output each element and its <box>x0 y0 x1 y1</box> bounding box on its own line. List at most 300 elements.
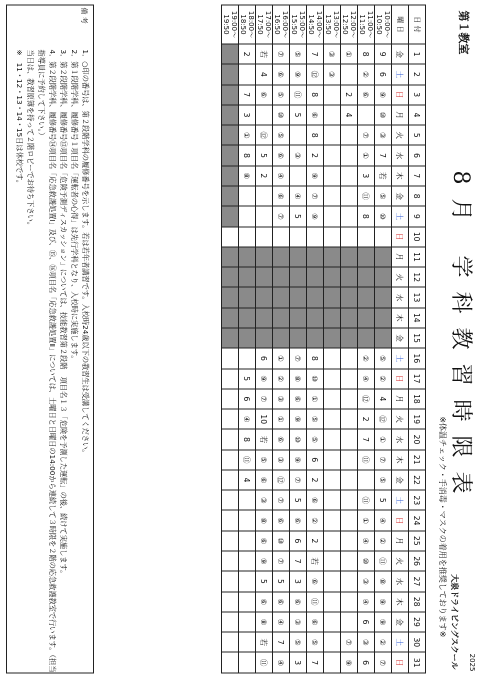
day-5: 5 <box>409 125 426 145</box>
schedule-cell: ⑥ <box>256 84 273 104</box>
schedule-cell: ⑩ <box>375 206 392 226</box>
date-row <box>409 5 426 673</box>
schedule-cell: ⑤ <box>307 632 324 652</box>
schedule-cell: ④ <box>239 409 256 429</box>
note-item: ※ 11・12・13・14・15日は休校です。 <box>15 49 24 187</box>
schedule-cell: 5 <box>290 104 307 124</box>
schedule-cell: ① <box>375 429 392 449</box>
note-item: 3．第２段階学科、履修番号⑬項目名「危険予測ディスカッション」については、技能教習第２段階 項目名１３「危険を予測した運転」の後、続けて実施します。 <box>59 49 68 577</box>
schedule-cell: 4 <box>341 104 358 124</box>
schedule-cell <box>256 185 273 205</box>
schedule-cell: ③ <box>358 571 375 591</box>
schedule-cell: ⑫ <box>358 388 375 408</box>
weekday-26: 火 <box>392 551 409 571</box>
schedule-cell <box>341 64 358 84</box>
schedule-cell: 8 <box>239 145 256 165</box>
schedule-cell <box>222 469 239 489</box>
schedule-cell <box>256 206 273 226</box>
schedule-cell: 3 <box>290 571 307 591</box>
period-row <box>290 5 307 673</box>
schedule-cell: 6 <box>358 611 375 631</box>
weekday-30: 土 <box>392 632 409 652</box>
schedule-cell: ④ <box>358 368 375 388</box>
day-29: 29 <box>409 611 426 631</box>
schedule-cell: 8 <box>307 348 324 368</box>
weekday-19: 火 <box>392 409 409 429</box>
schedule-cell <box>358 104 375 124</box>
schedule-cell: ⑦ <box>307 185 324 205</box>
schedule-cell <box>324 490 341 510</box>
page-title: 8月 学科教習時限表 <box>448 170 473 507</box>
schedule-cell <box>341 469 358 489</box>
schedule-cell: 2 <box>358 409 375 429</box>
weekday-12: 火 <box>392 267 409 287</box>
schedule-cell <box>222 145 239 165</box>
schedule-cell <box>222 246 239 266</box>
schedule-cell <box>375 267 392 287</box>
schedule-cell: ⑨ <box>375 591 392 611</box>
schedule-cell <box>239 490 256 510</box>
schedule-cell: ⑦ <box>256 388 273 408</box>
schedule-cell <box>341 267 358 287</box>
schedule-cell <box>341 611 358 631</box>
schedule-cell: 2 <box>307 469 324 489</box>
weekday-20: 水 <box>392 429 409 449</box>
schedule-cell: 2 <box>307 145 324 165</box>
schedule-cell: ⑤ <box>290 632 307 652</box>
note-item: 2．第１段階学科、履修番号１項目名「運転者の心得」は先行学科となり、入校時に実施します。 <box>70 49 79 363</box>
weekday-23: 土 <box>392 490 409 510</box>
schedule-cell <box>290 287 307 307</box>
schedule-cell: ⑫ <box>375 409 392 429</box>
schedule-cell: ⑦ <box>273 551 290 571</box>
schedule-cell: ④ <box>273 611 290 631</box>
schedule-cell: 2 <box>256 165 273 185</box>
day-11: 11 <box>409 246 426 266</box>
schedule-cell <box>324 307 341 327</box>
weekday-8: 金 <box>392 185 409 205</box>
schedule-cell: ① <box>273 409 290 429</box>
schedule-cell <box>222 388 239 408</box>
schedule-cell <box>324 267 341 287</box>
day-6: 6 <box>409 145 426 165</box>
schedule-cell <box>239 348 256 368</box>
schedule-cell <box>222 368 239 388</box>
schedule-cell: ⑥ <box>273 591 290 611</box>
schedule-cell <box>239 246 256 266</box>
schedule-cell: ① <box>273 348 290 368</box>
schedule-cell <box>341 185 358 205</box>
schedule-cell: ⑨ <box>375 611 392 631</box>
schedule-cell: ⑥ <box>256 530 273 550</box>
period-row <box>341 5 358 673</box>
schedule-cell <box>222 84 239 104</box>
schedule-cell <box>222 327 239 347</box>
schedule-cell <box>307 307 324 327</box>
schedule-cell: 2 <box>341 84 358 104</box>
schedule-cell <box>341 246 358 266</box>
weekday-3: 日 <box>392 84 409 104</box>
schedule-cell: 6 <box>307 449 324 469</box>
schedule-cell <box>324 652 341 673</box>
weekday-5: 火 <box>392 125 409 145</box>
schedule-cell: ④ <box>358 591 375 611</box>
schedule-cell: ⑥ <box>290 591 307 611</box>
schedule-cell <box>324 388 341 408</box>
schedule-cell: ⑩ <box>307 368 324 388</box>
schedule-cell: ③ <box>256 490 273 510</box>
weekday-row <box>392 5 409 673</box>
schedule-cell: ⑥ <box>273 64 290 84</box>
schedule-cell: ⑦ <box>273 44 290 64</box>
schedule-cell <box>273 307 290 327</box>
schedule-cell <box>222 165 239 185</box>
schedule-cell: 7 <box>307 44 324 64</box>
schedule-cell: ③ <box>324 44 341 64</box>
day-22: 22 <box>409 469 426 489</box>
schedule-cell: ⑨ <box>256 368 273 388</box>
schedule-cell: 8 <box>239 429 256 449</box>
schedule-cell: ⑪ <box>375 551 392 571</box>
schedule-cell: ① <box>239 125 256 145</box>
schedule-cell: 6 <box>256 348 273 368</box>
schedule-cell <box>239 551 256 571</box>
schedule-cell <box>239 571 256 591</box>
page-header <box>428 0 480 677</box>
schedule-cell <box>358 287 375 307</box>
schedule-cell <box>256 104 273 124</box>
schedule-cell <box>239 510 256 530</box>
schedule-cell <box>341 409 358 429</box>
schedule-cell: ⑦ <box>290 348 307 368</box>
schedule-cell: ⑤ <box>256 449 273 469</box>
schedule-cell <box>222 429 239 449</box>
schedule-cell: 7 <box>307 652 324 673</box>
schedule-cell: 8 <box>358 44 375 64</box>
schedule-cell: ⑧ <box>256 510 273 530</box>
schedule-cell <box>222 591 239 611</box>
schedule-cell: ⑩ <box>273 104 290 124</box>
period-label: 15:00〜15:50 <box>290 5 307 44</box>
notes-box <box>6 4 94 673</box>
schedule-cell <box>222 449 239 469</box>
schedule-cell <box>324 429 341 449</box>
schedule-cell: 若 <box>375 165 392 185</box>
day-16: 16 <box>409 348 426 368</box>
schedule-cell: 2 <box>307 530 324 550</box>
schedule-cell: ③ <box>358 632 375 652</box>
schedule-cell <box>341 287 358 307</box>
schedule-cell <box>222 44 239 64</box>
schedule-cell: ⑨ <box>256 551 273 571</box>
schedule-cell: 若 <box>307 551 324 571</box>
schedule-cell <box>222 287 239 307</box>
schedule-cell: ⑧ <box>375 571 392 591</box>
school-name: 大泉ドライビングスクール <box>450 573 459 669</box>
schedule-cell <box>239 206 256 226</box>
schedule-cell: ⑤ <box>375 185 392 205</box>
schedule-cell: ⑨ <box>375 84 392 104</box>
schedule-cell <box>324 206 341 226</box>
schedule-cell: ⑨ <box>290 449 307 469</box>
schedule-cell <box>222 206 239 226</box>
schedule-cell <box>324 571 341 591</box>
schedule-cell <box>222 551 239 571</box>
notes-label: 備 考 <box>80 7 88 24</box>
schedule-cell: ⑥ <box>307 611 324 631</box>
day-28: 28 <box>409 591 426 611</box>
schedule-cell <box>239 267 256 287</box>
period-label: 12:00〜12:50 <box>341 5 358 44</box>
schedule-cell <box>239 287 256 307</box>
schedule-cell <box>222 125 239 145</box>
schedule-cell: ⑤ <box>375 469 392 489</box>
schedule-cell <box>324 591 341 611</box>
schedule-cell: ⑥ <box>307 490 324 510</box>
schedule-cell <box>222 611 239 631</box>
schedule-cell: ⑦ <box>375 449 392 469</box>
schedule-cell: 6 <box>375 64 392 84</box>
period-row <box>307 5 324 673</box>
schedule-cell <box>324 409 341 429</box>
period-label: 19:00〜19:50 <box>222 5 239 44</box>
day-2: 2 <box>409 64 426 84</box>
schedule-cell: 10 <box>256 409 273 429</box>
schedule-cell <box>307 327 324 347</box>
schedule-table <box>221 4 426 673</box>
schedule-cell: ⑫ <box>256 125 273 145</box>
schedule-cell: ⑥ <box>273 510 290 530</box>
schedule-cell <box>324 246 341 266</box>
schedule-cell: ② <box>307 510 324 530</box>
note-item: 1．○印の番号は、第２段階学科の履修番号を示します。若は若年者講習です。入校時24歳以下の教習生は受講してください。 <box>81 49 90 456</box>
schedule-cell <box>222 632 239 652</box>
period-row <box>324 5 341 673</box>
weekday-27: 水 <box>392 571 409 591</box>
day-27: 27 <box>409 571 426 591</box>
schedule-cell: 6 <box>358 652 375 673</box>
schedule-cell <box>358 246 375 266</box>
schedule-cell <box>341 591 358 611</box>
schedule-cell: ⑨ <box>341 652 358 673</box>
schedule-cell: 8 <box>307 125 324 145</box>
schedule-cell: ⑪ <box>358 185 375 205</box>
schedule-cell <box>239 307 256 327</box>
schedule-cell: ⑦ <box>273 206 290 226</box>
schedule-cell: 4 <box>239 469 256 489</box>
day-10: 10 <box>409 226 426 246</box>
schedule-cell <box>222 185 239 205</box>
weekday-7: 木 <box>392 165 409 185</box>
schedule-cell <box>341 125 358 145</box>
period-row <box>358 5 375 673</box>
date-header: 日 付 <box>409 5 426 44</box>
schedule-cell <box>290 165 307 185</box>
weekday-28: 木 <box>392 591 409 611</box>
schedule-cell <box>324 368 341 388</box>
schedule-cell <box>239 591 256 611</box>
schedule-cell <box>324 632 341 652</box>
schedule-cell <box>358 327 375 347</box>
schedule-cell: 3 <box>239 104 256 124</box>
schedule-cell <box>324 145 341 165</box>
schedule-cell: ④ <box>358 530 375 550</box>
schedule-cell <box>375 287 392 307</box>
schedule-cell: 4 <box>375 388 392 408</box>
weekday-29: 金 <box>392 611 409 631</box>
schedule-cell <box>239 64 256 84</box>
schedule-cell <box>290 307 307 327</box>
weekday-10: 日 <box>392 226 409 246</box>
schedule-cell <box>273 287 290 307</box>
schedule-cell <box>290 246 307 266</box>
schedule-cell <box>273 246 290 266</box>
day-17: 17 <box>409 368 426 388</box>
schedule-cell: ⑨ <box>290 64 307 84</box>
schedule-cell: ③ <box>375 125 392 145</box>
day-4: 4 <box>409 104 426 124</box>
schedule-cell <box>324 165 341 185</box>
schedule-cell <box>375 226 392 246</box>
schedule-cell <box>256 246 273 266</box>
schedule-cell <box>222 104 239 124</box>
day-23: 23 <box>409 490 426 510</box>
schedule-cell: ⑦ <box>273 490 290 510</box>
schedule-cell <box>307 267 324 287</box>
schedule-cell: ⑫ <box>273 469 290 489</box>
schedule-cell <box>324 510 341 530</box>
weekday-header: 曜 日 <box>392 5 409 44</box>
day-20: 20 <box>409 429 426 449</box>
period-row <box>239 5 256 673</box>
schedule-cell: 若 <box>256 429 273 449</box>
schedule-cell: 若 <box>256 632 273 652</box>
schedule-cell: 5 <box>256 145 273 165</box>
schedule-cell: ⑨ <box>290 409 307 429</box>
schedule-cell <box>324 469 341 489</box>
schedule-cell: 5 <box>290 206 307 226</box>
schedule-cell <box>222 490 239 510</box>
period-label: 14:00〜14:50 <box>307 5 324 44</box>
room-label: 第１教室 <box>457 10 470 54</box>
schedule-cell <box>239 632 256 652</box>
weekday-6: 水 <box>392 145 409 165</box>
schedule-cell: 5 <box>273 571 290 591</box>
schedule-cell: 7 <box>375 145 392 165</box>
schedule-cell: ⑪ <box>256 652 273 673</box>
day-31: 31 <box>409 652 426 673</box>
schedule-cell: ⑥ <box>273 145 290 165</box>
schedule-cell: ⑥ <box>256 469 273 489</box>
schedule-cell: ③ <box>290 611 307 631</box>
schedule-cell: 6 <box>239 388 256 408</box>
schedule-cell: ⑥ <box>307 104 324 124</box>
day-18: 18 <box>409 388 426 408</box>
period-label: 16:00〜16:50 <box>273 5 290 44</box>
schedule-cell: ⑫ <box>307 64 324 84</box>
day-13: 13 <box>409 287 426 307</box>
day-24: 24 <box>409 510 426 530</box>
schedule-cell <box>222 530 239 550</box>
schedule-cell: ⑥ <box>358 84 375 104</box>
schedule-cell <box>290 226 307 246</box>
schedule-cell: ⑤ <box>307 429 324 449</box>
schedule-cell <box>324 449 341 469</box>
schedule-cell <box>256 287 273 307</box>
period-label: 17:00〜17:50 <box>256 5 273 44</box>
schedule-cell <box>341 429 358 449</box>
schedule-cell: 5 <box>290 490 307 510</box>
weekday-11: 月 <box>392 246 409 266</box>
schedule-cell: ⑧ <box>290 368 307 388</box>
schedule-cell: 5 <box>375 490 392 510</box>
day-30: 30 <box>409 632 426 652</box>
schedule-cell: ⑨ <box>307 206 324 226</box>
weekday-21: 木 <box>392 449 409 469</box>
schedule-cell <box>324 530 341 550</box>
schedule-cell: ⑪ <box>307 591 324 611</box>
schedule-cell <box>273 267 290 287</box>
weekday-9: 土 <box>392 206 409 226</box>
year: 2025 <box>468 653 476 671</box>
day-15: 15 <box>409 327 426 347</box>
schedule-cell <box>239 226 256 246</box>
period-row <box>375 5 392 673</box>
schedule-cell: ⑧ <box>256 611 273 631</box>
schedule-cell <box>341 510 358 530</box>
schedule-cell <box>341 490 358 510</box>
schedule-cell: 2 <box>239 44 256 64</box>
schedule-cell: 5 <box>239 368 256 388</box>
period-row <box>256 5 273 673</box>
schedule-cell: ③ <box>273 388 290 408</box>
schedule-cell <box>341 165 358 185</box>
schedule-cell <box>324 185 341 205</box>
weekday-4: 月 <box>392 104 409 124</box>
schedule-cell: ② <box>358 348 375 368</box>
schedule-cell: ⑦ <box>341 632 358 652</box>
schedule-cell <box>341 327 358 347</box>
period-label: 18:00〜18:50 <box>239 5 256 44</box>
schedule-cell: 3 <box>358 165 375 185</box>
day-3: 3 <box>409 84 426 104</box>
schedule-cell: ⑪ <box>239 449 256 469</box>
day-7: 7 <box>409 165 426 185</box>
schedule-cell: ⑥ <box>273 185 290 205</box>
schedule-cell <box>324 84 341 104</box>
schedule-cell <box>222 348 239 368</box>
period-label: 10:00〜10:50 <box>375 5 392 44</box>
day-9: 9 <box>409 206 426 226</box>
schedule-cell: ② <box>375 530 392 550</box>
schedule-cell <box>341 368 358 388</box>
schedule-cell: 5 <box>256 571 273 591</box>
weekday-1: 金 <box>392 44 409 64</box>
schedule-cell <box>239 327 256 347</box>
schedule-cell <box>222 226 239 246</box>
schedule-cell <box>222 64 239 84</box>
schedule-cell: ⑧ <box>239 165 256 185</box>
schedule-cell <box>290 125 307 145</box>
schedule-cell: ⑩ <box>375 104 392 124</box>
schedule-cell: ① <box>358 510 375 530</box>
schedule-cell <box>239 185 256 205</box>
schedule-cell: 8 <box>307 84 324 104</box>
schedule-cell <box>324 104 341 124</box>
schedule-cell <box>341 551 358 571</box>
day-14: 14 <box>409 307 426 327</box>
schedule-cell: ⑥ <box>273 429 290 449</box>
